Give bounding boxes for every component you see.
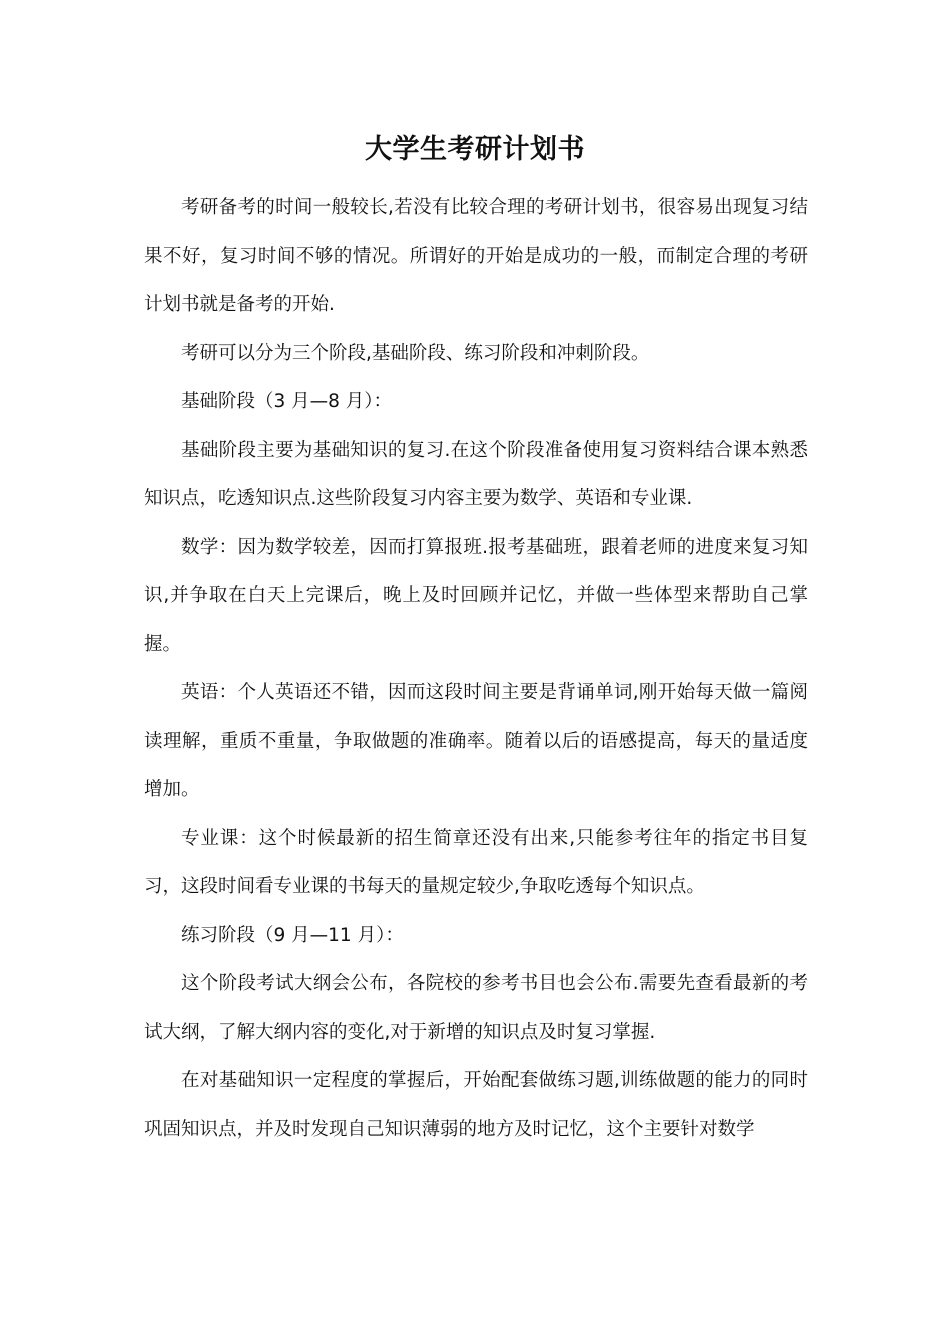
paragraph-syllabus: 这个阶段考试大纲会公布，各院校的参考书目也会公布.需要先查看最新的考试大纲，了解大纲内容的变化,对于新增的知识点及时复习掌握.	[144, 973, 808, 1043]
heading-practice-stage: 练习阶段（9 月—11 月）：	[181, 924, 404, 946]
document-body	[144, 184, 808, 1154]
paragraph-math: 数学：因为数学较差，因而打算报班.报考基础班，跟着老师的进度来复习知识,并争取在白天上完课后，晚上及时回顾并记忆，并做一些体型来帮助自己掌握。	[144, 536, 808, 655]
paragraph-stages: 考研可以分为三个阶段,基础阶段、练习阶段和冲刺阶段。	[181, 342, 650, 364]
document-title: 大学生考研计划书	[365, 134, 585, 165]
paragraph-basic-stage: 基础阶段主要为基础知识的复习.在这个阶段准备使用复习资料结合课本熟悉知识点，吃透知识点.这些阶段复习内容主要为数学、英语和专业课.	[144, 439, 808, 509]
paragraph-intro: 考研备考的时间一般较长,若没有比较合理的考研计划书，很容易出现复习结果不好，复习时间不够的情况。所谓好的开始是成功的一般，而制定合理的考研计划书就是备考的开始.	[144, 197, 808, 315]
paragraph-major: 专业课：这个时候最新的招生简章还没有出来,只能参考往年的指定书目复习，这段时间看专业课的书每天的量规定较少,争取吃透每个知识点。	[144, 827, 808, 897]
paragraph-exercises: 在对基础知识一定程度的掌握后，开始配套做练习题,训练做题的能力的同时巩固知识点，并及时发现自己知识薄弱的地方及时记忆，这个主要针对数学	[144, 1070, 808, 1140]
paragraph-english: 英语：个人英语还不错，因而这段时间主要是背诵单词,刚开始每天做一篇阅读理解，重质不重量，争取做题的准确率。随着以后的语感提高，每天的量适度增加。	[144, 682, 808, 800]
heading-basic-stage: 基础阶段（3 月—8 月）：	[181, 391, 393, 412]
